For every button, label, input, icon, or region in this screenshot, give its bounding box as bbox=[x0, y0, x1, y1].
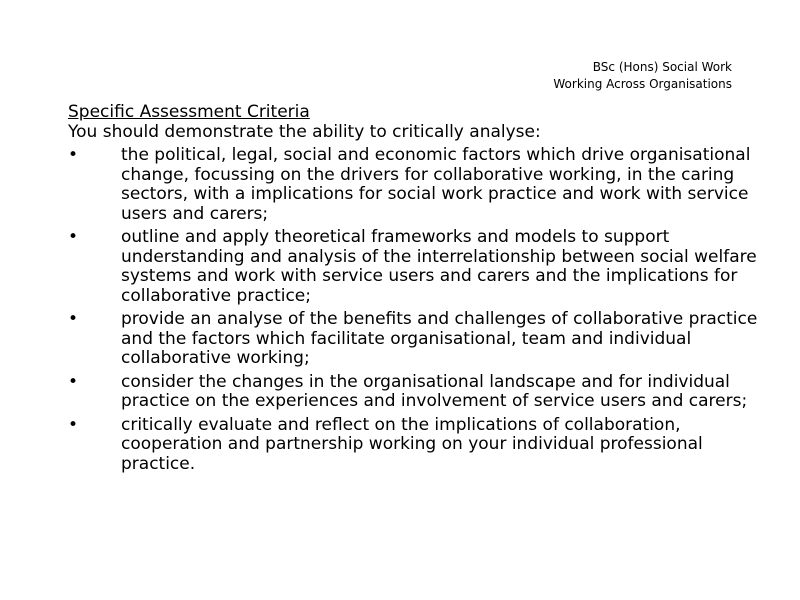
criterion-text: critically evaluate and reflect on the implications of collaboration, cooperation and partnership working on your individual professional practice. bbox=[121, 414, 703, 474]
criterion-text: outline and apply theoretical frameworks and models to support understanding and analysis of the interrelationship between social welfare systems and work with service users and carers and the implications for collaborative practice; bbox=[121, 227, 757, 306]
bullet-icon: • bbox=[68, 414, 79, 435]
slide-header bbox=[553, 59, 732, 93]
course-title: BSc (Hons) Social Work bbox=[592, 60, 732, 74]
list-item bbox=[68, 146, 768, 224]
criterion-text: consider the changes in the organisational landscape and for individual practice on the experiences and involvement of service users and carers; bbox=[121, 371, 748, 411]
criterion-text: provide an analyse of the benefits and challenges of collaborative practice and the factors which facilitate organisational, team and individual collaborative working; bbox=[121, 309, 758, 368]
slide-body bbox=[68, 103, 768, 474]
bullet-icon: • bbox=[68, 227, 79, 247]
list-item bbox=[68, 228, 768, 306]
intro-text: You should demonstrate the ability to critically analyse: bbox=[68, 121, 541, 142]
criteria-list bbox=[68, 146, 768, 474]
section-heading: Specific Assessment Criteria bbox=[68, 102, 310, 122]
bullet-icon: • bbox=[68, 309, 79, 329]
bullet-icon: • bbox=[68, 145, 79, 165]
list-item bbox=[68, 310, 768, 369]
criterion-text: the political, legal, social and economic factors which drive organisational change, focussing on the drivers for collaborative working, in the caring sectors, with a implications for social work practice and work with service users and carers; bbox=[121, 145, 751, 224]
list-item bbox=[68, 416, 768, 475]
list-item bbox=[68, 373, 768, 412]
bullet-icon: • bbox=[68, 371, 79, 392]
module-title: Working Across Organisations bbox=[553, 77, 732, 91]
